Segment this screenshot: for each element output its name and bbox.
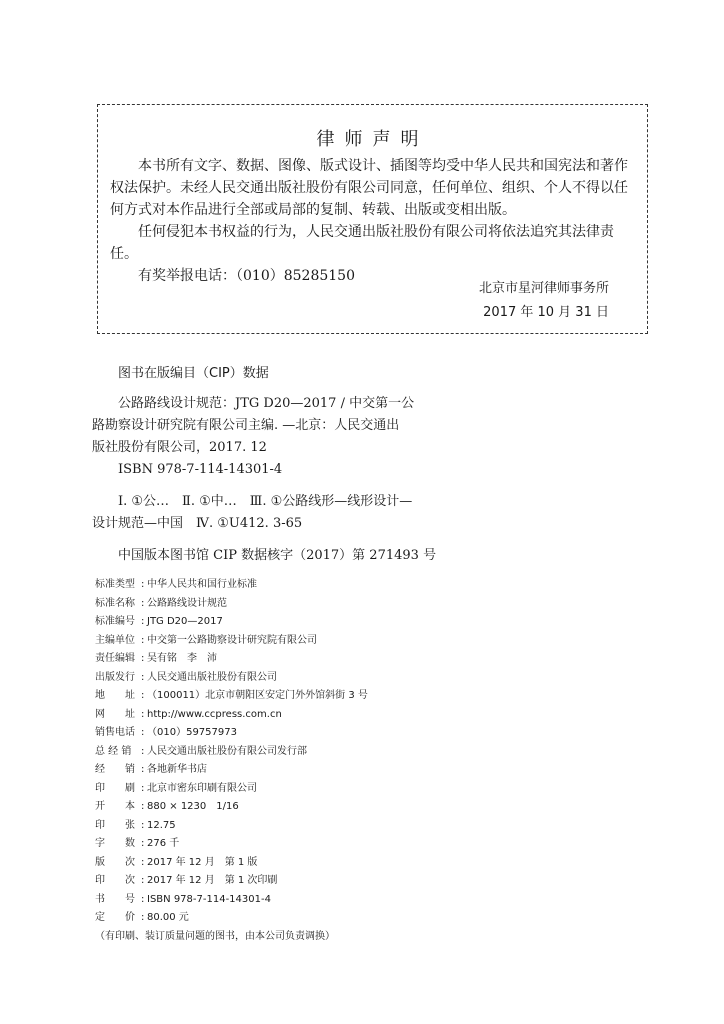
metadata-value: 276 千 <box>147 838 180 849</box>
metadata-colon: : <box>141 782 145 794</box>
metadata-value: 北京市密东印刷有限公司 <box>147 782 257 794</box>
metadata-label: 标准编号 <box>95 616 135 627</box>
metadata-label: 开 本 <box>95 801 135 812</box>
metadata-label: 定 价 <box>95 912 135 923</box>
metadata-value: 12.75 <box>147 819 176 831</box>
metadata-colon: : <box>141 671 145 683</box>
metadata-colon: : <box>141 838 145 849</box>
law-firm-name: 北京市星河律师事务所 <box>478 281 609 296</box>
metadata-value: （010）59757973 <box>147 727 237 738</box>
metadata-value: 中交第一公路勘察设计研究院有限公司 <box>147 634 317 646</box>
metadata-row <box>95 761 635 780</box>
metadata-row <box>95 576 635 595</box>
metadata-value: 2017 年 12 月 第 1 版 <box>147 856 258 868</box>
metadata-value: 吴有铭 李 沛 <box>147 653 217 664</box>
metadata-row <box>95 817 635 836</box>
notice-date: 2017 年 10 月 31 日 <box>483 305 609 320</box>
metadata-value: http://www.ccpress.com.cn <box>147 708 282 720</box>
cip-line: 路勘察设计研究院有限公司主编. —北京：人民交通出 <box>92 418 400 433</box>
metadata-row <box>95 909 635 928</box>
metadata-colon: : <box>141 634 145 646</box>
metadata-label: 印 刷 <box>95 782 135 794</box>
metadata-row <box>95 669 635 688</box>
lawyer-statement-box <box>97 104 648 334</box>
metadata-row <box>95 798 635 817</box>
cip-classification-2: 设计规范—中国 Ⅳ. ①U412. 3-65 <box>92 516 303 531</box>
metadata-label: 责任编辑 <box>95 653 135 664</box>
cip-isbn: ISBN 978-7-114-14301-4 <box>118 462 283 477</box>
notice-body <box>98 155 649 287</box>
cip-line: 公路路线设计规范：JTG D20—2017 / 中交第一公 <box>118 396 415 411</box>
metadata-label: 书 号 <box>95 893 135 905</box>
metadata-colon: : <box>141 597 145 609</box>
metadata-value: ISBN 978-7-114-14301-4 <box>147 893 271 905</box>
metadata-colon: : <box>141 819 145 831</box>
cip-title: 图书在版编目（CIP）数据 <box>118 366 269 381</box>
metadata-row <box>95 780 635 799</box>
metadata-label: 印 次 <box>95 875 135 886</box>
notice-title: 律师声明 <box>316 129 429 150</box>
metadata-value: 人民交通出版社股份有限公司 <box>147 671 277 683</box>
cip-section <box>92 362 558 567</box>
publication-metadata <box>95 576 635 946</box>
metadata-row <box>95 632 635 651</box>
cip-classification-1: Ⅰ. ①公… Ⅱ. ①中… Ⅲ. ①公路线形—线形设计— <box>118 494 413 509</box>
metadata-value: （100011）北京市朝阳区安定门外外馆斜街 3 号 <box>147 690 368 701</box>
metadata-row <box>95 743 635 762</box>
metadata-label: 总 经 销 <box>95 745 132 757</box>
metadata-colon: : <box>141 708 145 720</box>
quality-note: （有印刷、装订质量问题的图书，由本公司负责调换） <box>95 930 335 942</box>
metadata-row <box>95 835 635 854</box>
metadata-label: 标准名称 <box>95 597 135 609</box>
metadata-colon: : <box>141 856 145 868</box>
metadata-value: 880 × 1230 1/16 <box>147 801 239 812</box>
metadata-label: 经 销 <box>95 764 135 775</box>
metadata-row <box>95 687 635 706</box>
cip-line: 版社股份有限公司，2017. 12 <box>92 440 267 455</box>
metadata-row <box>95 613 635 632</box>
metadata-label: 标准类型 <box>95 579 135 590</box>
metadata-label: 主编单位 <box>95 634 135 646</box>
metadata-label: 网 址 <box>95 708 135 720</box>
metadata-colon: : <box>141 579 145 590</box>
metadata-label: 版 次 <box>95 856 135 868</box>
metadata-row <box>95 650 635 669</box>
metadata-colon: : <box>141 801 145 812</box>
metadata-colon: : <box>141 912 145 923</box>
cip-record <box>92 393 558 567</box>
metadata-value: JTG D20—2017 <box>147 616 223 627</box>
metadata-row <box>95 891 635 910</box>
metadata-colon: : <box>141 727 145 738</box>
notice-hotline: 有奖举报电话：（010）85285150 <box>138 268 355 284</box>
metadata-colon: : <box>141 690 145 701</box>
metadata-label: 地 址 <box>95 690 135 701</box>
metadata-colon: : <box>141 616 145 627</box>
metadata-value: 各地新华书店 <box>147 764 207 775</box>
metadata-colon: : <box>141 745 145 757</box>
metadata-value: 中华人民共和国行业标准 <box>147 579 257 590</box>
metadata-colon: : <box>141 764 145 775</box>
metadata-row <box>95 724 635 743</box>
metadata-colon: : <box>141 653 145 664</box>
metadata-label: 字 数 <box>95 838 135 849</box>
metadata-label: 印 张 <box>95 819 135 831</box>
cip-number: 中国版本图书馆 CIP 数据核字（2017）第 271493 号 <box>118 548 437 563</box>
metadata-value: 人民交通出版社股份有限公司发行部 <box>147 745 307 757</box>
notice-paragraph-2: 任何侵犯本书权益的行为，人民交通出版社股份有限公司将依法追究其法律责任。 <box>110 224 614 262</box>
metadata-row <box>95 854 635 873</box>
metadata-value: 2017 年 12 月 第 1 次印刷 <box>147 875 278 886</box>
metadata-colon: : <box>141 875 145 886</box>
metadata-colon: : <box>141 893 145 905</box>
notice-paragraph-1: 本书所有文字、数据、图像、版式设计、插图等均受中华人民共和国宪法和著作权法保护。未经人民交通出版社股份有限公司同意，任何单位、组织、个人不得以任何方式对本作品进行全部或局部的复制、转载、出版或变相出版。 <box>110 158 628 218</box>
metadata-row <box>95 872 635 891</box>
metadata-row <box>95 595 635 614</box>
metadata-label: 出版发行 <box>95 671 135 683</box>
metadata-value: 公路路线设计规范 <box>147 597 227 609</box>
metadata-row <box>95 706 635 725</box>
metadata-value: 80.00 元 <box>147 912 189 923</box>
metadata-label: 销售电话 <box>95 727 135 738</box>
